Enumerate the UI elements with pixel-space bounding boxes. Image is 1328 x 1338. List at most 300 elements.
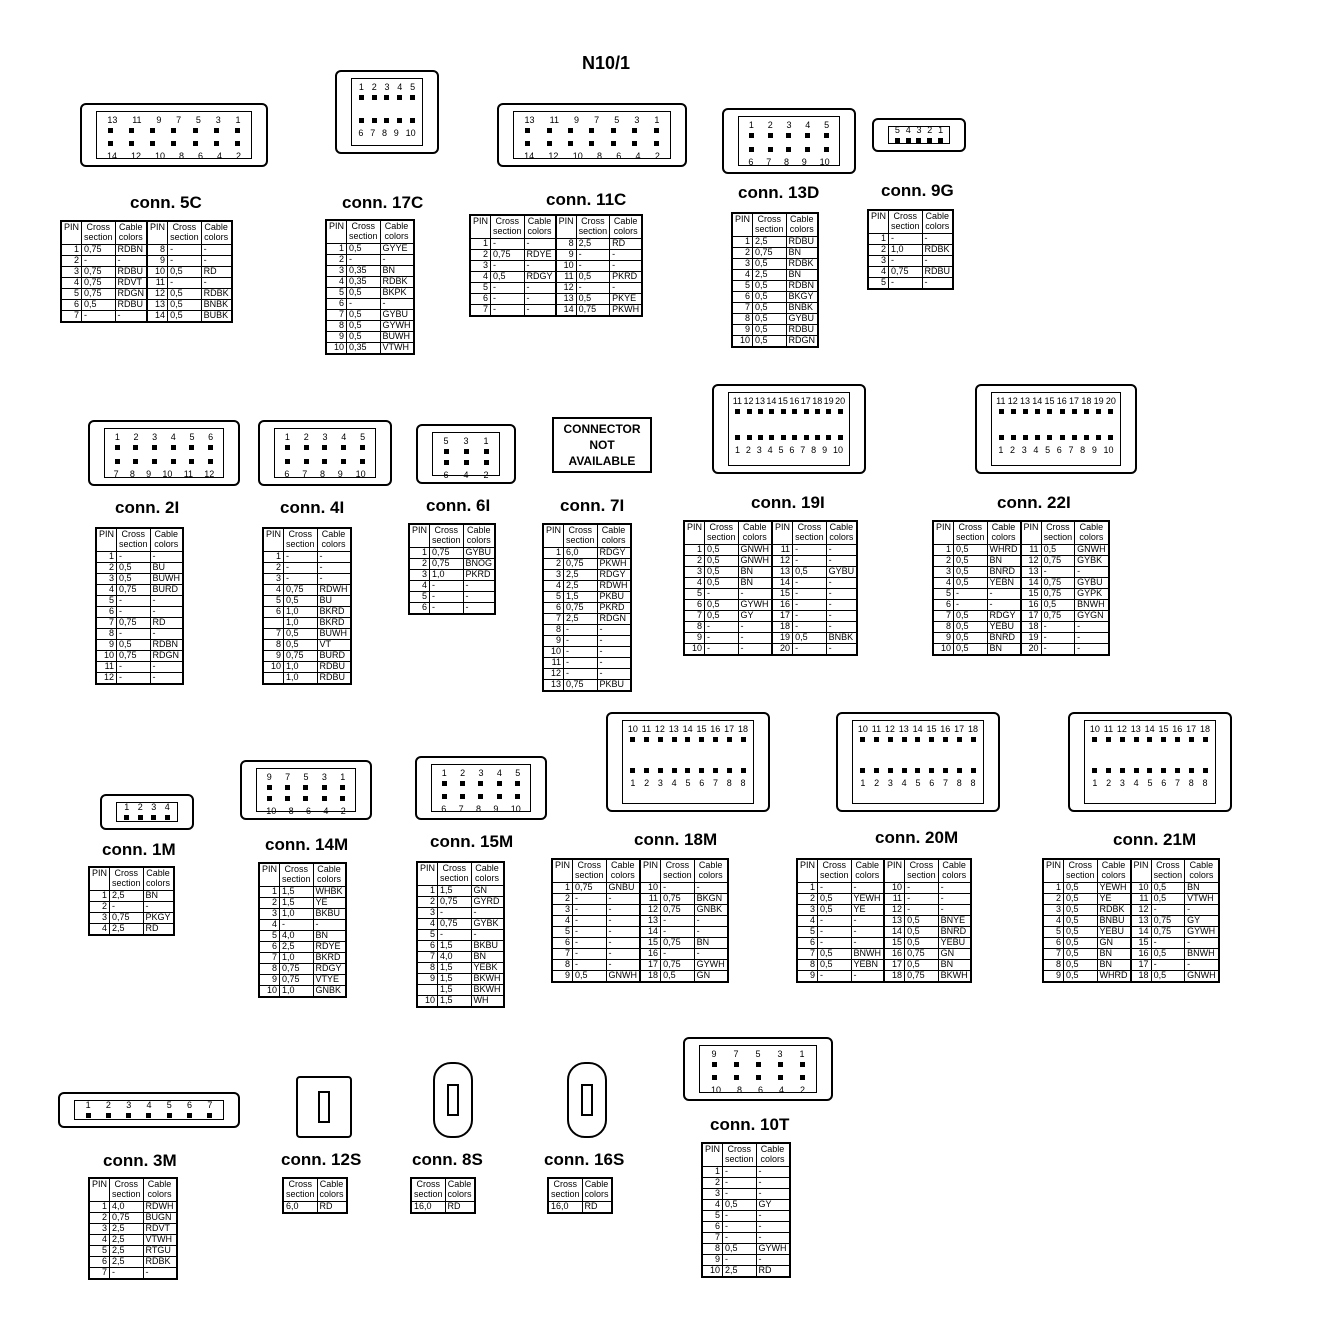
- connector-name: conn. 5C: [130, 193, 202, 212]
- pin-number: 3: [126, 1100, 132, 1110]
- connector-not-available-label: [552, 417, 652, 473]
- pin-cavity-row: [1088, 737, 1212, 742]
- table-row: [702, 1167, 790, 1178]
- pin-number: 2: [1010, 445, 1016, 455]
- pin-cavity: [152, 445, 157, 450]
- table-cell: YEBN: [851, 960, 884, 971]
- table-cell: 1,0: [280, 953, 314, 964]
- pin-cavity: [756, 1062, 761, 1067]
- pin-number: 4: [146, 1100, 152, 1110]
- table-cell: -: [723, 1167, 757, 1178]
- cross-section-header: Cross section: [576, 215, 610, 239]
- table-row: [263, 673, 351, 685]
- table-cell: -: [938, 905, 971, 916]
- table-cell: -: [793, 578, 827, 589]
- table-cell: 9: [96, 640, 117, 651]
- table-cell: -: [564, 669, 598, 680]
- table-cell: 12: [543, 669, 564, 680]
- table-row: [263, 596, 351, 607]
- pin-cavity-row: [1088, 768, 1212, 773]
- table-cell: 20: [1021, 644, 1042, 656]
- table-row: [96, 596, 183, 607]
- pin-cavity: [800, 1062, 805, 1067]
- table-cell: -: [694, 883, 728, 894]
- pin-table-10t: [701, 1142, 791, 1278]
- pin-number: 13: [524, 115, 535, 125]
- table-cell: 2,5: [110, 924, 144, 936]
- pin-number: 10: [710, 1085, 721, 1095]
- pin-cavity: [915, 768, 920, 773]
- table-cell: -: [201, 256, 232, 267]
- table-cell: 4: [417, 919, 438, 930]
- pin-cavity-row: [517, 141, 667, 146]
- cross-section-header: Cross section: [1064, 859, 1098, 883]
- table-cell: -: [905, 894, 939, 905]
- table-cell: 3: [417, 908, 438, 919]
- pin-cavity: [1096, 409, 1101, 414]
- table-cell: 7: [732, 303, 753, 314]
- table-cell: 6: [732, 292, 753, 303]
- table-row: [684, 545, 857, 556]
- pin-header: PIN: [1043, 859, 1064, 883]
- table-cell: BNRD: [987, 633, 1021, 644]
- pin-number: 8: [740, 778, 746, 788]
- pin-cavity: [906, 138, 911, 143]
- table-cell: BNBK: [201, 300, 232, 311]
- table-cell: -: [889, 234, 923, 245]
- connector-name: conn. 15M: [430, 832, 514, 851]
- pin-cavity: [167, 1113, 172, 1118]
- pin-cavity-row: [278, 459, 372, 464]
- table-row: [797, 883, 971, 894]
- pin-number: 8: [736, 1085, 742, 1095]
- table-row: [89, 924, 174, 936]
- pin-cavity: [124, 815, 129, 820]
- pin-cavity: [792, 435, 797, 440]
- table-row: [326, 299, 414, 310]
- table-cell: -: [284, 552, 318, 563]
- table-cell: 6: [702, 1222, 723, 1233]
- table-cell: -: [380, 255, 414, 266]
- pin-number: 1: [998, 445, 1004, 455]
- table-cell: 0,35: [347, 343, 381, 355]
- table-row: [543, 570, 631, 581]
- table-cell: 7: [61, 311, 82, 323]
- pin-cavity-row: [856, 768, 980, 773]
- table-cell: BKPK: [380, 288, 414, 299]
- table-cell: 2: [96, 563, 117, 574]
- table-cell: 0,5: [818, 894, 852, 905]
- table-cell: YEBU: [987, 622, 1021, 633]
- table-row: [543, 548, 631, 559]
- pin-header: PIN: [409, 524, 430, 548]
- table-cell: 6: [543, 603, 564, 614]
- pin-cavity: [359, 118, 364, 123]
- table-cell: 3: [933, 567, 954, 578]
- table-cell: RDBK: [922, 245, 953, 256]
- table-row: [933, 622, 1109, 633]
- table-cell: 2,5: [280, 942, 314, 953]
- table-cell: 0,75: [280, 964, 314, 975]
- pin-number: 9: [1091, 445, 1097, 455]
- table-cell: GYYE: [380, 244, 414, 255]
- table-cell: BNBU: [1097, 916, 1131, 927]
- table-cell: -: [922, 256, 953, 267]
- table-cell: 3: [543, 570, 564, 581]
- pin-cavity: [805, 133, 810, 138]
- table-cell: 10: [884, 883, 905, 894]
- table-cell: -: [756, 1167, 790, 1178]
- table-cell: 12: [147, 289, 168, 300]
- pin-cavity: [152, 459, 157, 464]
- pin-cavity: [804, 435, 809, 440]
- table-cell: 1: [89, 891, 110, 902]
- table-cell: 8: [684, 622, 705, 633]
- table-cell: 12: [96, 673, 117, 685]
- table-cell: -: [471, 908, 504, 919]
- pin-number: 14: [766, 396, 777, 406]
- pin-header: PIN: [732, 213, 753, 237]
- table-cell: -: [738, 589, 772, 600]
- table-cell: 12: [772, 556, 793, 567]
- table-cell: 5: [263, 596, 284, 607]
- table-cell: GY: [738, 611, 772, 622]
- table-cell: 0,75: [110, 913, 144, 924]
- cross-section-header: Cross section: [661, 859, 695, 883]
- table-cell: -: [818, 938, 852, 949]
- pin-number-row: [278, 469, 372, 479]
- pin-cavity: [340, 785, 345, 790]
- pin-number: 2: [483, 470, 489, 480]
- pin-cavity: [303, 796, 308, 801]
- pin-number: 13: [107, 115, 118, 125]
- pin-cavity: [781, 435, 786, 440]
- table-cell: -: [438, 908, 472, 919]
- cross-section-header: Cross section: [753, 213, 787, 237]
- table-cell: RDBK: [1097, 905, 1131, 916]
- cross-section-header: Cross section: [491, 215, 525, 239]
- pin-cavity: [758, 409, 763, 414]
- table-cell: 0,5: [168, 289, 202, 300]
- table-row: [417, 985, 504, 996]
- table-row: [702, 1222, 790, 1233]
- table-cell: RDWH: [143, 1202, 177, 1213]
- connector-name: conn. 4I: [280, 498, 345, 517]
- table-row: [61, 245, 232, 256]
- pin-number: 4: [216, 151, 222, 161]
- table-cell: 0,5: [954, 556, 988, 567]
- table-cell: 2,5: [110, 1235, 144, 1246]
- table-cell: 0,35: [347, 266, 381, 277]
- pin-number-row: [856, 778, 980, 788]
- table-row: [732, 281, 818, 292]
- table-row: [933, 545, 1109, 556]
- table-cell: 0,75: [661, 894, 695, 905]
- pin-number: 11: [871, 724, 882, 734]
- table-cell: 8: [543, 625, 564, 636]
- pin-cavity: [515, 781, 520, 786]
- table-cell: 5: [409, 592, 430, 603]
- table-cell: 2: [543, 559, 564, 570]
- table-cell: 0,75: [661, 905, 695, 916]
- pin-number: 5: [755, 1049, 761, 1059]
- table-cell: -: [756, 1233, 790, 1244]
- pin-header: PIN: [326, 220, 347, 244]
- connector-name: conn. 20M: [875, 828, 959, 847]
- table-cell: 15: [1021, 589, 1042, 600]
- pin-cavity-row: [108, 459, 220, 464]
- pin-cavity: [735, 435, 740, 440]
- table-cell: RDYE: [524, 250, 556, 261]
- table-cell: RDBK: [143, 1257, 177, 1268]
- table-cell: [263, 673, 284, 685]
- connector-name: conn. 19I: [751, 493, 825, 512]
- connector-name: conn. 17C: [342, 193, 424, 212]
- connector-name: conn. 1M: [102, 840, 176, 859]
- table-cell: -: [1151, 960, 1185, 971]
- table-cell: 2: [89, 1213, 110, 1224]
- pin-number: 5: [685, 778, 691, 788]
- pin-table-16s: [547, 1177, 613, 1214]
- table-cell: 7: [417, 952, 438, 963]
- pin-number: 10: [154, 151, 165, 161]
- pin-cavity: [805, 147, 810, 152]
- table-cell: -: [661, 883, 695, 894]
- table-cell: RDBU: [115, 300, 147, 311]
- pin-number: 4: [170, 432, 176, 442]
- table-cell: 0,75: [564, 680, 598, 692]
- pin-cavity: [824, 133, 829, 138]
- connector-16s-drawing-terminal: [581, 1084, 593, 1116]
- cross-section-header: Cross section: [548, 1178, 582, 1202]
- pin-cavity: [888, 737, 893, 742]
- table-cell: BUWH: [317, 629, 351, 640]
- table-row: [259, 920, 346, 931]
- cross-section-header: Cross section: [705, 521, 739, 545]
- table-row: [543, 559, 631, 570]
- table-row: [61, 311, 232, 323]
- pin-number: 6: [197, 151, 203, 161]
- pin-number-row: [355, 82, 419, 92]
- connector-name: conn. 14M: [265, 835, 349, 854]
- pin-cavity: [171, 445, 176, 450]
- pin-table-12s: [282, 1177, 348, 1214]
- pin-number: 2: [927, 125, 933, 135]
- table-cell: -: [610, 283, 643, 294]
- connector-22i-drawing: [975, 384, 1137, 474]
- pin-number: 12: [204, 469, 215, 479]
- table-cell: -: [491, 239, 525, 250]
- table-cell: 11: [1131, 894, 1152, 905]
- pin-table-3m: [88, 1177, 178, 1280]
- table-cell: 0,5: [723, 1244, 757, 1255]
- table-cell: -: [597, 658, 631, 669]
- table-cell: VTWH: [380, 343, 414, 355]
- pin-number: 11: [132, 115, 142, 125]
- table-cell: GN: [938, 949, 971, 960]
- table-cell: 1: [61, 245, 82, 256]
- table-cell: -: [150, 596, 183, 607]
- table-row: [263, 618, 351, 629]
- cable-colors-header: Cable colors: [380, 220, 414, 244]
- table-cell: 6: [684, 600, 705, 611]
- pin-cavity: [999, 435, 1004, 440]
- pin-cavity-row: [742, 133, 836, 138]
- table-row: [1043, 894, 1219, 905]
- pin-cavity: [267, 796, 272, 801]
- pin-cavity: [129, 128, 134, 133]
- table-cell: BN: [938, 960, 971, 971]
- table-row: [61, 256, 232, 267]
- table-cell: -: [597, 669, 631, 680]
- table-cell: -: [756, 1189, 790, 1200]
- table-cell: 7: [552, 949, 573, 960]
- pin-number: 7: [1068, 445, 1074, 455]
- pin-header: PIN: [684, 521, 705, 545]
- table-row: [96, 574, 183, 585]
- pin-number: 8: [783, 157, 789, 167]
- table-cell: 0,5: [1064, 916, 1098, 927]
- table-cell: 6: [96, 607, 117, 618]
- pin-number: 15: [777, 396, 788, 406]
- pin-cavity-row: [435, 794, 527, 799]
- table-cell: 0,5: [723, 1200, 757, 1211]
- pin-cavity: [1134, 768, 1139, 773]
- table-cell: -: [1041, 633, 1075, 644]
- table-cell: -: [705, 633, 739, 644]
- connector-1m-drawing: [100, 794, 194, 830]
- pin-cavity: [971, 737, 976, 742]
- table-cell: 0,5: [705, 556, 739, 567]
- table-cell: 2,5: [576, 239, 610, 250]
- pin-number: 14: [912, 724, 923, 734]
- pin-number: 3: [1021, 445, 1027, 455]
- table-cell: BN: [786, 248, 818, 259]
- pin-cavity: [460, 794, 465, 799]
- pin-cavity: [800, 1075, 805, 1080]
- table-cell: -: [491, 283, 525, 294]
- table-cell: 0,5: [82, 300, 116, 311]
- pin-number: 7: [1174, 778, 1180, 788]
- pin-cavity: [778, 1075, 783, 1080]
- table-cell: 2,5: [110, 1246, 144, 1257]
- pin-number: 18: [1081, 396, 1092, 406]
- cable-colors-header: Cable colors: [1075, 521, 1109, 545]
- pin-cavity: [838, 435, 843, 440]
- pin-cavity: [1106, 737, 1111, 742]
- table-row: [933, 567, 1109, 578]
- table-cell: 0,5: [705, 578, 739, 589]
- table-cell: -: [201, 278, 232, 289]
- table-cell: 0,5: [753, 325, 787, 336]
- pin-cavity: [214, 141, 219, 146]
- table-cell: 2: [933, 556, 954, 567]
- table-cell: -: [463, 592, 495, 603]
- pin-cavity: [826, 409, 831, 414]
- pin-cavity: [208, 445, 213, 450]
- connector-13d-drawing: [722, 108, 856, 174]
- table-cell: PKBU: [597, 680, 631, 692]
- table-cell: 1,5: [564, 592, 598, 603]
- table-cell: 4: [933, 578, 954, 589]
- table-cell: 7: [89, 1268, 110, 1280]
- table-cell: 1: [543, 548, 564, 559]
- table-row: [543, 669, 631, 680]
- pin-cavity: [815, 409, 820, 414]
- pin-cavity: [632, 128, 637, 133]
- cross-section-header: Cross section: [954, 521, 988, 545]
- table-cell: GN: [471, 886, 504, 897]
- pin-number: 5: [166, 1100, 172, 1110]
- table-cell: 3: [702, 1189, 723, 1200]
- pin-cavity: [304, 445, 309, 450]
- pin-number: 2: [460, 768, 466, 778]
- pin-cavity: [654, 128, 659, 133]
- table-cell: -: [922, 234, 953, 245]
- table-cell: PKWH: [610, 305, 643, 317]
- pin-cavity: [1120, 737, 1125, 742]
- pin-number-row: [742, 120, 836, 130]
- na-line-1: CONNECTOR: [563, 422, 641, 436]
- table-cell: -: [705, 589, 739, 600]
- pin-cavity: [927, 138, 932, 143]
- cross-section-header: Cross section: [564, 524, 598, 548]
- table-cell: -: [110, 902, 144, 913]
- pin-number: 7: [285, 772, 291, 782]
- table-row: [684, 644, 857, 656]
- pin-number: 9: [393, 128, 399, 138]
- table-cell: 17: [772, 611, 793, 622]
- table-row: [1043, 971, 1219, 983]
- table-cell: 0,35: [347, 277, 381, 288]
- table-row: [543, 614, 631, 625]
- table-cell: 0,5: [954, 567, 988, 578]
- pin-table-8s: [410, 1177, 476, 1214]
- table-cell: -: [313, 920, 346, 931]
- table-cell: 5: [470, 283, 491, 294]
- pin-number: 18: [1199, 724, 1210, 734]
- table-cell: -: [347, 299, 381, 310]
- table-cell: -: [723, 1189, 757, 1200]
- pin-header: PIN: [702, 1143, 723, 1167]
- pin-cavity: [464, 449, 469, 454]
- pin-number: 16: [710, 724, 721, 734]
- table-cell: -: [143, 902, 174, 913]
- table-cell: -: [524, 261, 556, 272]
- table-cell: -: [1075, 567, 1109, 578]
- pin-cavity: [108, 141, 113, 146]
- pin-table-9g: [867, 209, 954, 290]
- table-cell: 0,5: [818, 905, 852, 916]
- pin-table-5c: [60, 220, 233, 323]
- table-cell: 1,0: [280, 986, 314, 998]
- table-cell: 14: [884, 927, 905, 938]
- table-row: [417, 886, 504, 897]
- connector-name: conn. 16S: [544, 1150, 625, 1169]
- table-cell: 0,75: [573, 883, 607, 894]
- table-cell: -: [793, 622, 827, 633]
- table-cell: -: [1151, 905, 1185, 916]
- pin-table-14m: [258, 862, 347, 998]
- table-row: [96, 629, 183, 640]
- pin-number-row: [995, 445, 1117, 455]
- table-cell: BUWH: [380, 332, 414, 343]
- table-cell: 15: [884, 938, 905, 949]
- pin-number: 7: [302, 469, 308, 479]
- pin-number: 8: [956, 778, 962, 788]
- table-cell: -: [738, 644, 772, 656]
- table-cell: -: [905, 905, 939, 916]
